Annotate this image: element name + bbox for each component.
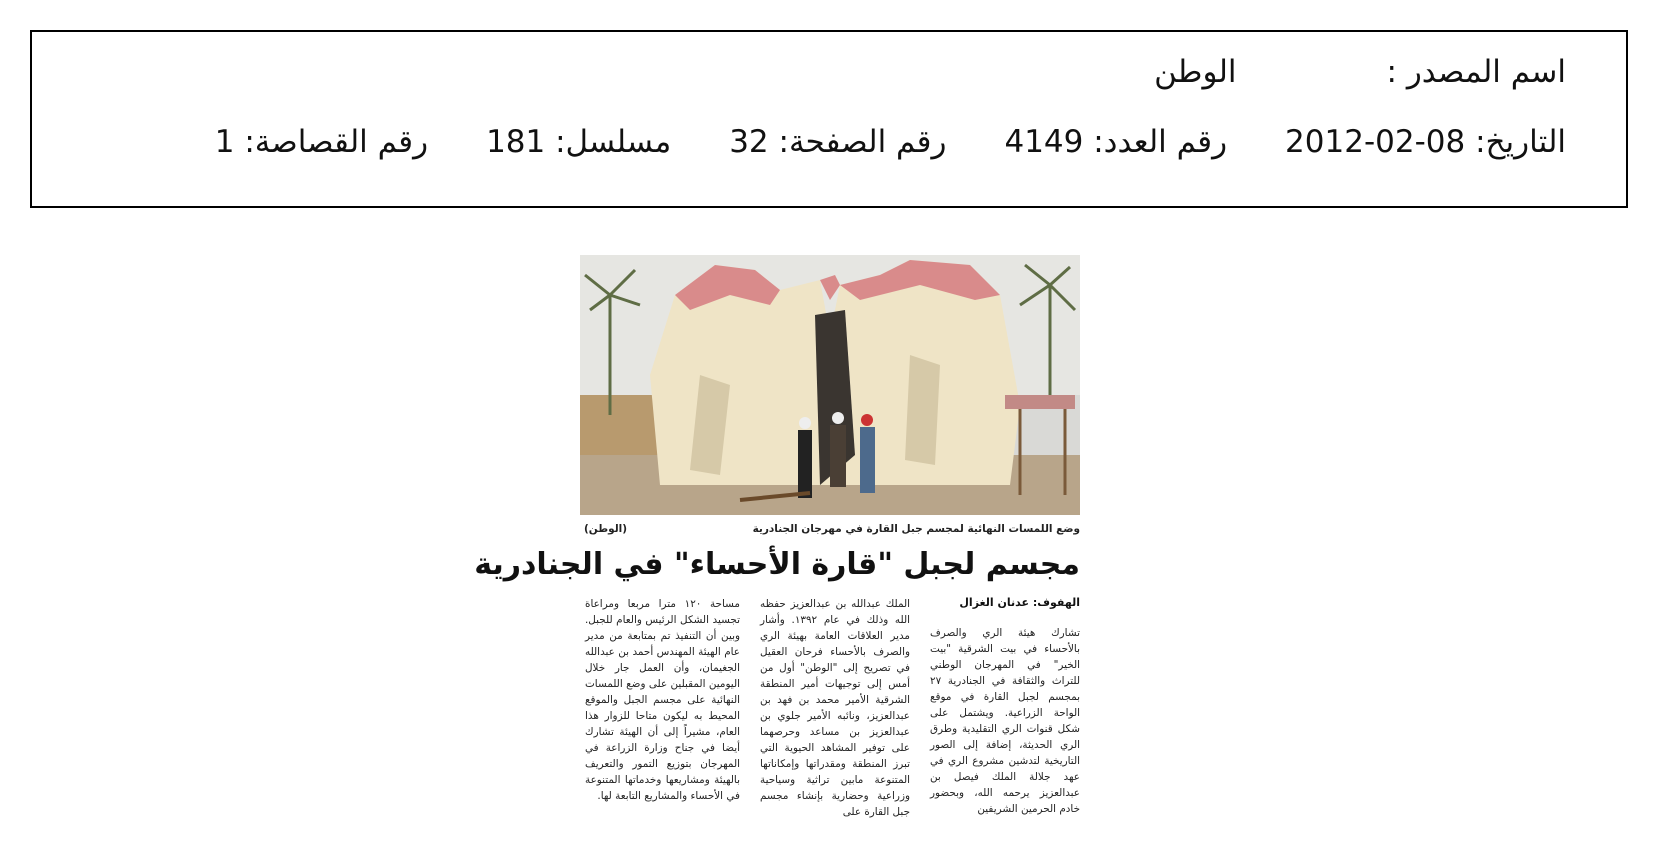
caption-source: (الوطن) — [584, 523, 628, 535]
column-3-text: مساحة ١٢٠ مترا مربعا ومراعاة تجسيد الشكل الرئيس والعام للجبل. وبين أن التنفيذ تم بمتابعة من مدير عام الهيئة المهندس أحمد بن عبدالله الجغيمان، وأن العمل جار خلال اليومين المقبلين على وضع اللمسات النهائية على مجسم الجبل والموقع المحيط به ليكون متاحا للزوار هذا العام، مشيراً إلى أن الهيئة تشارك أيضا في جناح وزارة الزراعة في المهرجان بتوزيع التمور والتعريف بالهيئة ومشاريعها وخدماتها المتنوعة في الأحساء والمشاريع التابعة لها. — [585, 598, 740, 802]
source-info-box — [30, 30, 1628, 208]
page-number-field: رقم الصفحة: 32 — [729, 124, 947, 160]
article-column-3 — [585, 596, 740, 804]
metadata-row — [215, 124, 1566, 160]
article-headline: مجسم لجبل "قارة الأحساء" في الجنادرية — [474, 547, 1080, 582]
photo-caption — [580, 523, 1080, 535]
column-2-text: الملك عبدالله بن عبدالعزيز حفظه الله وذلك في عام ١٣٩٢. وأشار مدير العلاقات العامة بهيئة الري والصرف بالأحساء فرحان العقيل في تصريح إلى "الوطن" أول من أمس إلى توجيهات أمير المنطقة الشرقية الأمير محمد بن فهد بن عبدالعزيز، ونائبه الأمير جلوي بن عبدالعزيز بن مساعد وحرصهما على توفير المشاهد الحيوية التي تبرز المنطقة ومقدراتها وإمكاناتها المتنوعة مابين تراثية وسياحية وزراعية وحضارية بإنشاء مجسم جبل القارة على — [760, 598, 910, 818]
clip-number-field: رقم القصاصة: 1 — [214, 124, 429, 160]
source-row — [1154, 54, 1566, 90]
newspaper-clipping — [474, 255, 1080, 820]
article-column-1 — [930, 625, 1080, 817]
issue-number-field: رقم العدد: 4149 — [1004, 124, 1228, 160]
caption-text: وضع اللمسات النهائية لمجسم جبل القارة في مهرجان الجنادرية — [752, 523, 1080, 535]
article-byline: الهفوف: عدنان الغزال — [959, 596, 1080, 609]
source-value: الوطن — [1154, 54, 1237, 90]
source-label: اسم المصدر : — [1386, 54, 1566, 90]
date-field: التاريخ: 08-02-2012 — [1285, 124, 1566, 160]
article-photo — [580, 255, 1080, 515]
article-column-2 — [760, 596, 910, 820]
column-1-text: تشارك هيئة الري والصرف بالأحساء في بيت الشرقية "بيت الخير" في المهرجان الوطني للتراث والثقافة في الجنادرية ٢٧ بمجسم لجبل القارة في موقع الواحة الزراعية. ويشتمل على شكل قنوات الري التقليدية وطرق الري الحديثة، إضافة إلى الصور التاريخية لتدشين مشروع الري في عهد جلالة الملك فيصل بن عبدالعزيز يرحمه الله، وبحضور خادم الحرمين الشريفين — [930, 627, 1080, 815]
serial-field: مسلسل: 181 — [486, 124, 672, 160]
